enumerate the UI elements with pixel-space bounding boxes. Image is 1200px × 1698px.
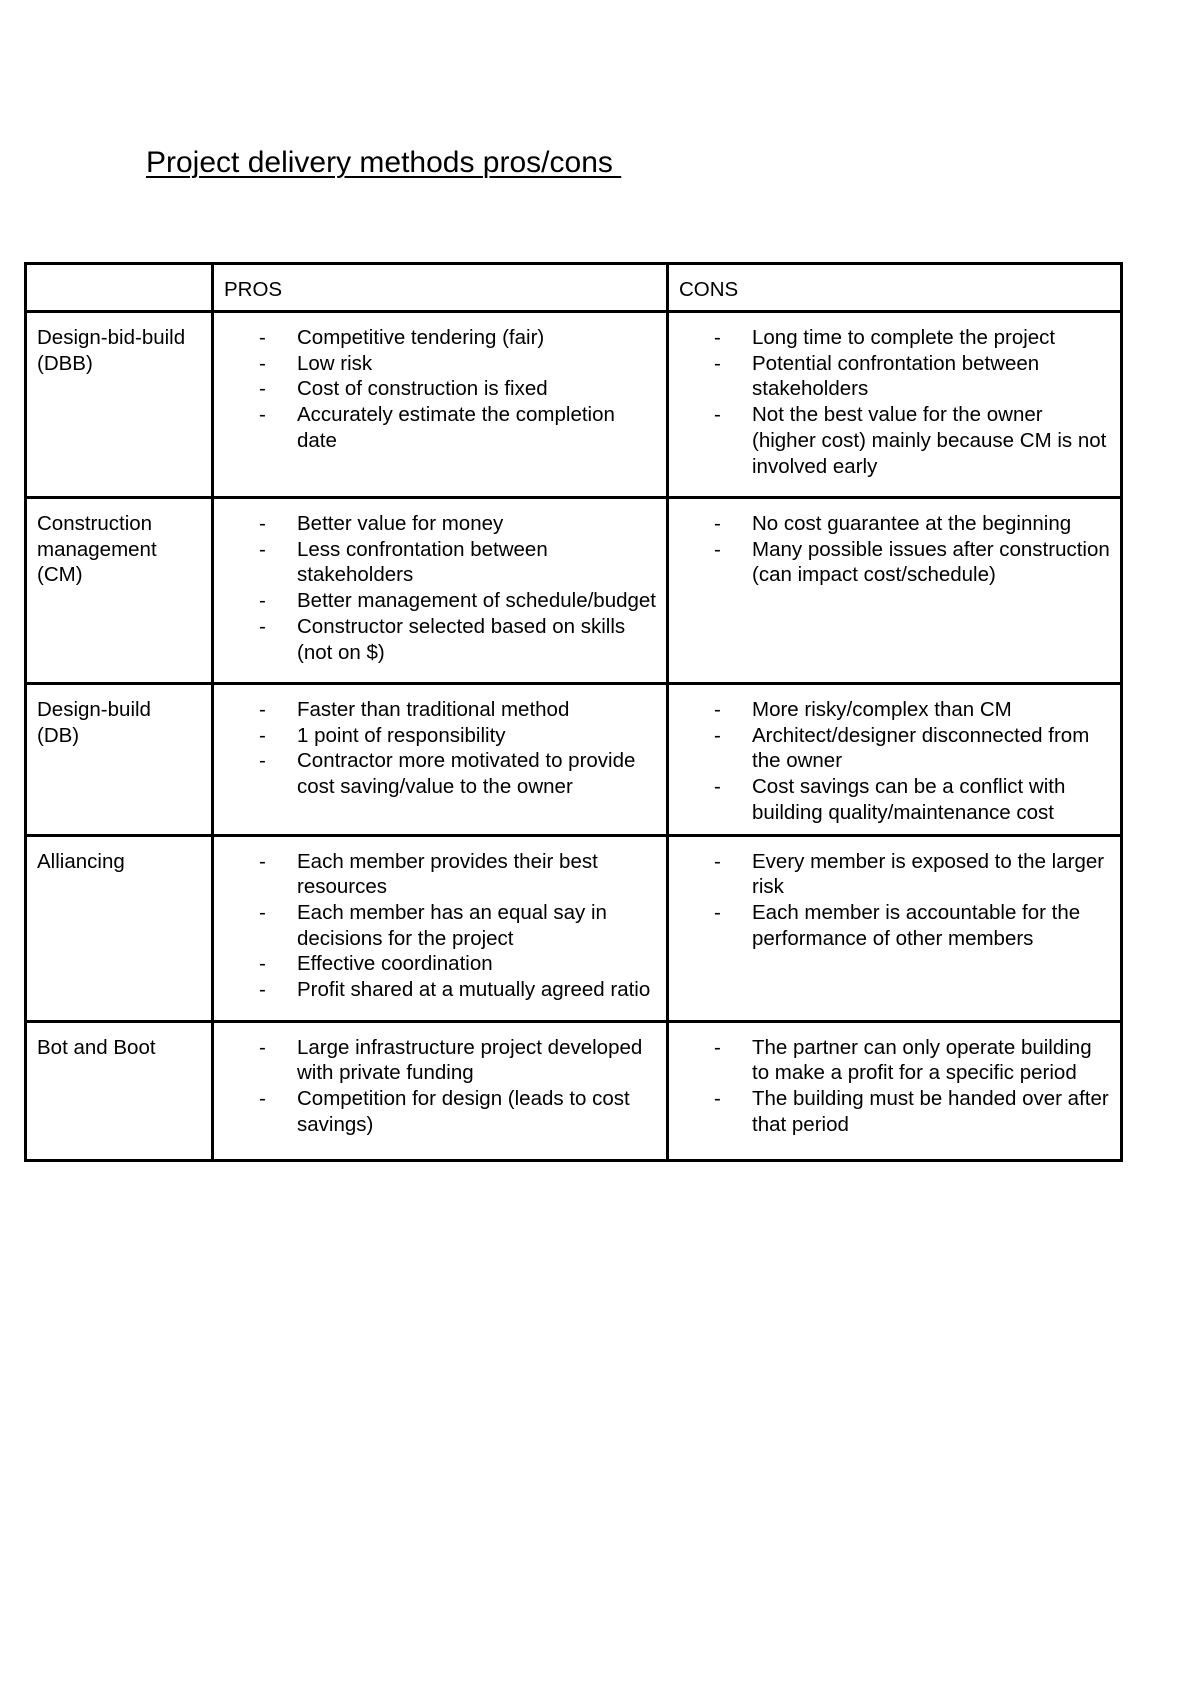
pro-item: - Better value for money (224, 511, 656, 537)
pro-item: - Each member has an equal say in decisions for the project (224, 900, 656, 951)
table-row (26, 684, 1122, 836)
cons-list (679, 511, 1110, 588)
pro-item: - Contractor more motivated to provide cost saving/value to the owner (224, 748, 656, 799)
header-pros-cell: PROS (213, 264, 668, 312)
pros-cell (213, 1021, 668, 1160)
method-cell (26, 498, 213, 684)
con-item: - Cost savings can be a conflict with building quality/maintenance cost (679, 774, 1110, 825)
cons-cell (668, 835, 1122, 1021)
cons-list (679, 325, 1110, 479)
pro-item: - Cost of construction is fixed (224, 376, 656, 402)
method-name: Construction management (CM) (37, 512, 157, 587)
header-method-cell (26, 264, 213, 312)
pro-item: - Each member provides their best resources (224, 849, 656, 900)
con-item: - Not the best value for the owner (higher cost) mainly because CM is not involved early (679, 402, 1110, 479)
pro-item: - Large infrastructure project developed with private funding (224, 1035, 656, 1086)
pros-cons-table (24, 262, 1123, 1162)
pros-list (224, 511, 656, 665)
method-name: Design-build (DB) (37, 698, 151, 747)
pro-item: - Faster than traditional method (224, 697, 656, 723)
con-item: - The building must be handed over after that period (679, 1086, 1110, 1137)
table-row (26, 835, 1122, 1021)
pro-item: - Effective coordination (224, 951, 656, 977)
cons-cell (668, 312, 1122, 498)
pro-item: - Constructor selected based on skills (not on $) (224, 614, 656, 665)
pro-item: - Competition for design (leads to cost savings) (224, 1086, 656, 1137)
method-name: Alliancing (37, 849, 125, 873)
pro-item: - Better management of schedule/budget (224, 588, 656, 614)
method-cell (26, 312, 213, 498)
pros-list (224, 1035, 656, 1138)
cons-list (679, 1035, 1110, 1138)
page-title: Project delivery methods pros/cons (146, 146, 622, 179)
method-name: Bot and Boot (37, 1035, 156, 1059)
con-item: - Architect/designer disconnected from the owner (679, 723, 1110, 774)
method-cell (26, 1021, 213, 1160)
con-item: - Each member is accountable for the performance of other members (679, 900, 1110, 951)
table-row (26, 312, 1122, 498)
cons-cell (668, 1021, 1122, 1160)
cons-cell (668, 498, 1122, 684)
con-item: - Potential confrontation between stakeholders (679, 351, 1110, 402)
header-cons-cell: CONS (668, 264, 1122, 312)
pro-item: - Competitive tendering (fair) (224, 325, 656, 351)
pro-item: - Less confrontation between stakeholders (224, 537, 656, 588)
con-item: - Many possible issues after construction (can impact cost/schedule) (679, 537, 1110, 588)
con-item: - Every member is exposed to the larger risk (679, 849, 1110, 900)
pros-cell (213, 684, 668, 836)
pros-list (224, 325, 656, 454)
con-item: - No cost guarantee at the beginning (679, 511, 1110, 537)
con-item: - More risky/complex than CM (679, 697, 1110, 723)
con-item: - Long time to complete the project (679, 325, 1110, 351)
method-cell (26, 684, 213, 836)
cons-list (679, 849, 1110, 952)
table-row (26, 1021, 1122, 1160)
cons-cell (668, 684, 1122, 836)
method-cell (26, 835, 213, 1021)
cons-list (679, 697, 1110, 826)
table-row (26, 498, 1122, 684)
pros-cell (213, 498, 668, 684)
pro-item: - 1 point of responsibility (224, 723, 656, 749)
pro-item: - Profit shared at a mutually agreed ratio (224, 977, 656, 1003)
pros-list (224, 697, 656, 800)
method-name: Design-bid-build (DBB) (37, 326, 186, 375)
header-row (26, 264, 1122, 312)
pros-list (224, 849, 656, 1003)
pros-cell (213, 312, 668, 498)
pro-item: - Accurately estimate the completion date (224, 402, 656, 453)
pro-item: - Low risk (224, 351, 656, 377)
con-item: - The partner can only operate building to make a profit for a specific period (679, 1035, 1110, 1086)
pros-cell (213, 835, 668, 1021)
